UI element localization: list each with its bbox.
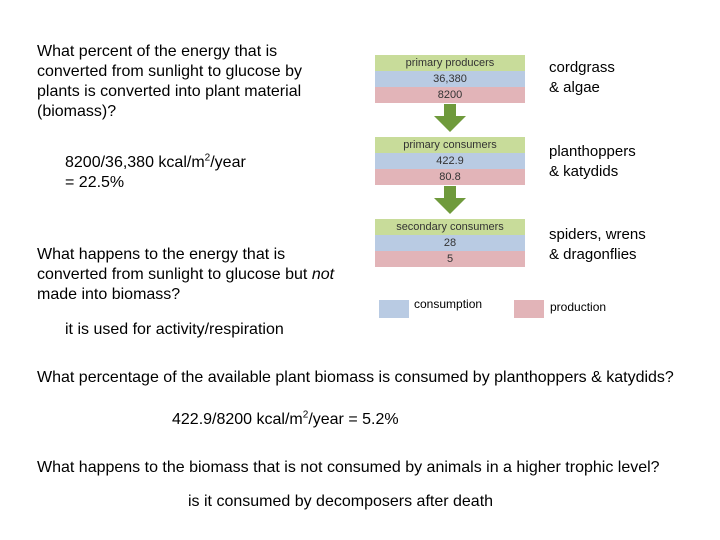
question-energy-emphasis: not [311,266,335,283]
trophic-box-primary-producers [375,55,525,103]
answer-consumed-result: /year = 5.2% [308,411,399,428]
organisms-primary-producers [549,58,709,98]
answer-energy-not-biomass: it is used for activity/respiration [65,321,284,338]
legend-swatch-production [514,300,544,318]
legend-label-production: production [550,300,607,314]
organisms-secondary-consumers [549,225,709,265]
down-arrow-icon [430,104,470,134]
organism-line: spiders, wrens [549,226,646,243]
unit-exponent: 2 [204,152,211,164]
answer-consumed-calc: 422.9/8200 kcal/m [172,411,303,428]
question-energy-text-post: made into biomass? [37,286,181,303]
trophic-label: secondary consumers [375,219,525,235]
production-value: 80.8 [375,169,525,185]
down-arrow-icon [430,186,470,216]
answer-consumed-percent [172,410,572,430]
answer-unconsumed-biomass: is it consumed by decomposers after death [188,493,494,510]
consumption-value: 36,380 [375,71,525,87]
question-energy-text-pre: What happens to the energy that is converted from sunlight to glucose but [37,246,312,283]
question-consumed-percent: What percentage of the available plant biomass is consumed by planthoppers & katydids? [37,369,674,386]
consumption-value: 422.9 [375,153,525,169]
production-value: 5 [375,251,525,267]
organism-line: & dragonflies [549,246,637,263]
question-biomass-percent: What percent of the energy that is converted from sunlight to glucose by plants is converted into plant material (biomass)? [37,43,303,120]
answer-biomass-result: = 22.5% [65,174,125,191]
trophic-label: primary producers [375,55,525,71]
trophic-label: primary consumers [375,137,525,153]
legend-label-consumption: consumption [414,297,483,311]
production-value: 8200 [375,87,525,103]
trophic-box-secondary-consumers [375,219,525,267]
organism-line: & algae [549,79,600,96]
answer-biomass-calc: 8200/36,380 kcal/m [65,154,205,171]
answer-biomass-percent [65,153,345,193]
organisms-primary-consumers [549,142,709,182]
question-energy-not-biomass [37,245,337,305]
organism-line: planthoppers [549,143,636,160]
consumption-value: 28 [375,235,525,251]
trophic-box-primary-consumers [375,137,525,185]
question-unconsumed-biomass: What happens to the biomass that is not consumed by animals in a higher trophic level? [37,459,660,476]
unit-exponent: 2 [302,409,309,421]
organism-line: cordgrass [549,59,615,76]
organism-line: & katydids [549,163,619,180]
answer-biomass-unit: /year [210,154,246,171]
legend-swatch-consumption [379,300,409,318]
